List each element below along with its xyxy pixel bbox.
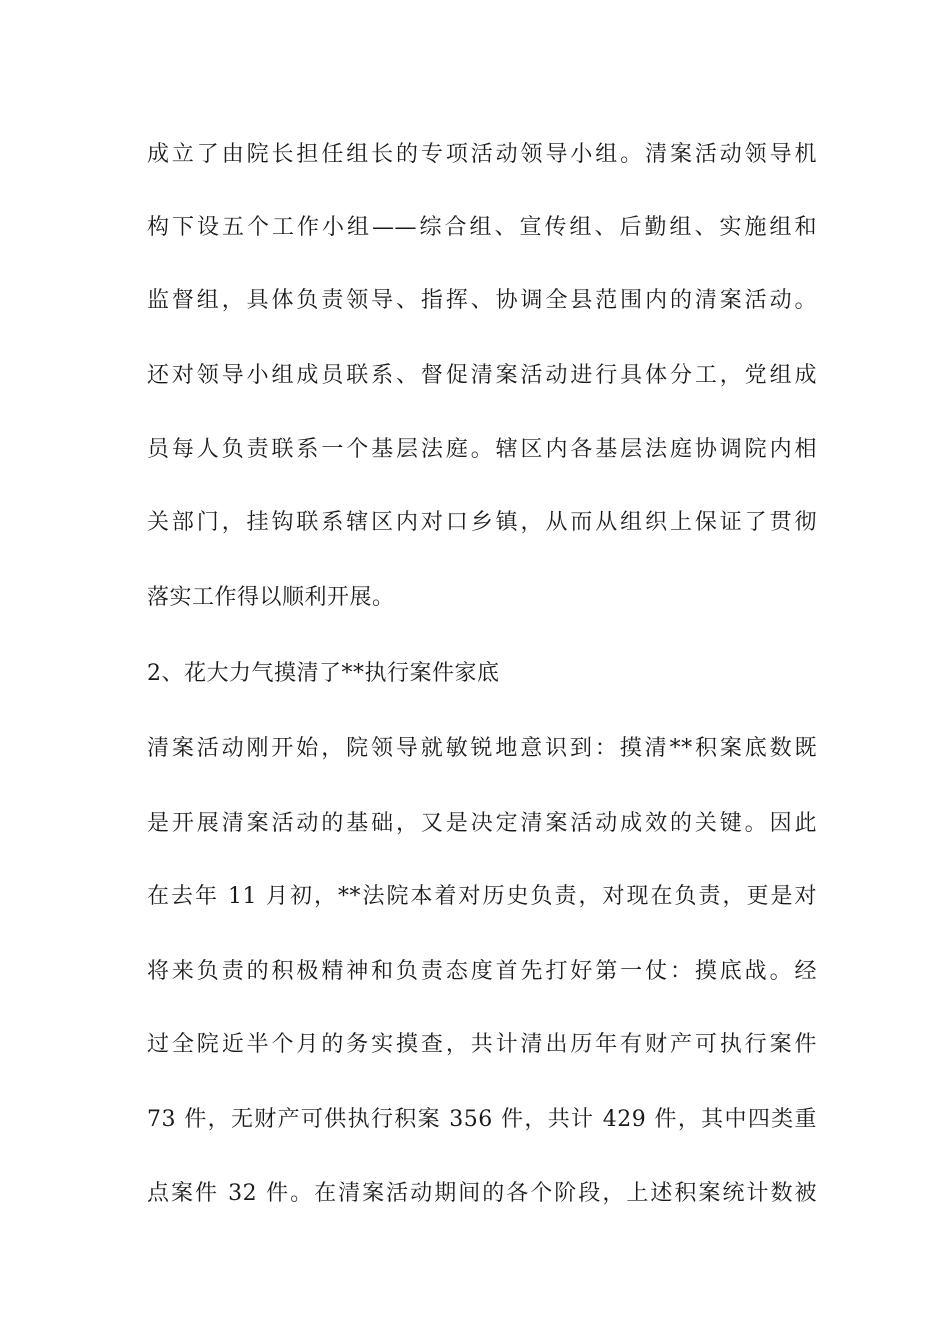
section-heading: 2、花大力气摸清了**执行案件家底 (147, 661, 500, 686)
paragraph-line: 构下设五个工作小组——综合组、宣传组、后勤组、实施组和 (147, 215, 817, 240)
paragraph-line: 73 件，无财产可供执行积案 356 件，共计 429 件，其中四类重 (147, 1107, 817, 1132)
paragraph-line: 过全院近半个月的务实摸查，共计清出历年有财产可执行案件 (147, 1032, 817, 1057)
paragraph-line: 在去年 11 月初，**法院本着对历史负责，对现在负责，更是对 (147, 884, 817, 909)
paragraph-line: 清案活动刚开始，院领导就敏锐地意识到：摸清**积案底数既 (147, 736, 817, 761)
paragraph-line: 成立了由院长担任组长的专项活动领导小组。清案活动领导机 (147, 142, 817, 167)
paragraph-line: 落实工作得以顺利开展。 (147, 585, 395, 610)
paragraph-line: 员每人负责联系一个基层法庭。辖区内各基层法庭协调院内相 (147, 437, 817, 462)
paragraph-line: 还对领导小组成员联系、督促清案活动进行具体分工，党组成 (147, 363, 817, 388)
paragraph-line: 是开展清案活动的基础，又是决定清案活动成效的关键。因此 (147, 811, 817, 836)
paragraph-line: 将来负责的积极精神和负责态度首先打好第一仗：摸底战。经 (147, 959, 817, 984)
paragraph-line: 监督组，具体负责领导、指挥、协调全县范围内的清案活动。 (147, 288, 817, 313)
paragraph-line: 点案件 32 件。在清案活动期间的各个阶段，上述积案统计数被 (147, 1181, 817, 1206)
paragraph-line: 关部门，挂钩联系辖区内对口乡镇，从而从组织上保证了贯彻 (147, 510, 817, 535)
